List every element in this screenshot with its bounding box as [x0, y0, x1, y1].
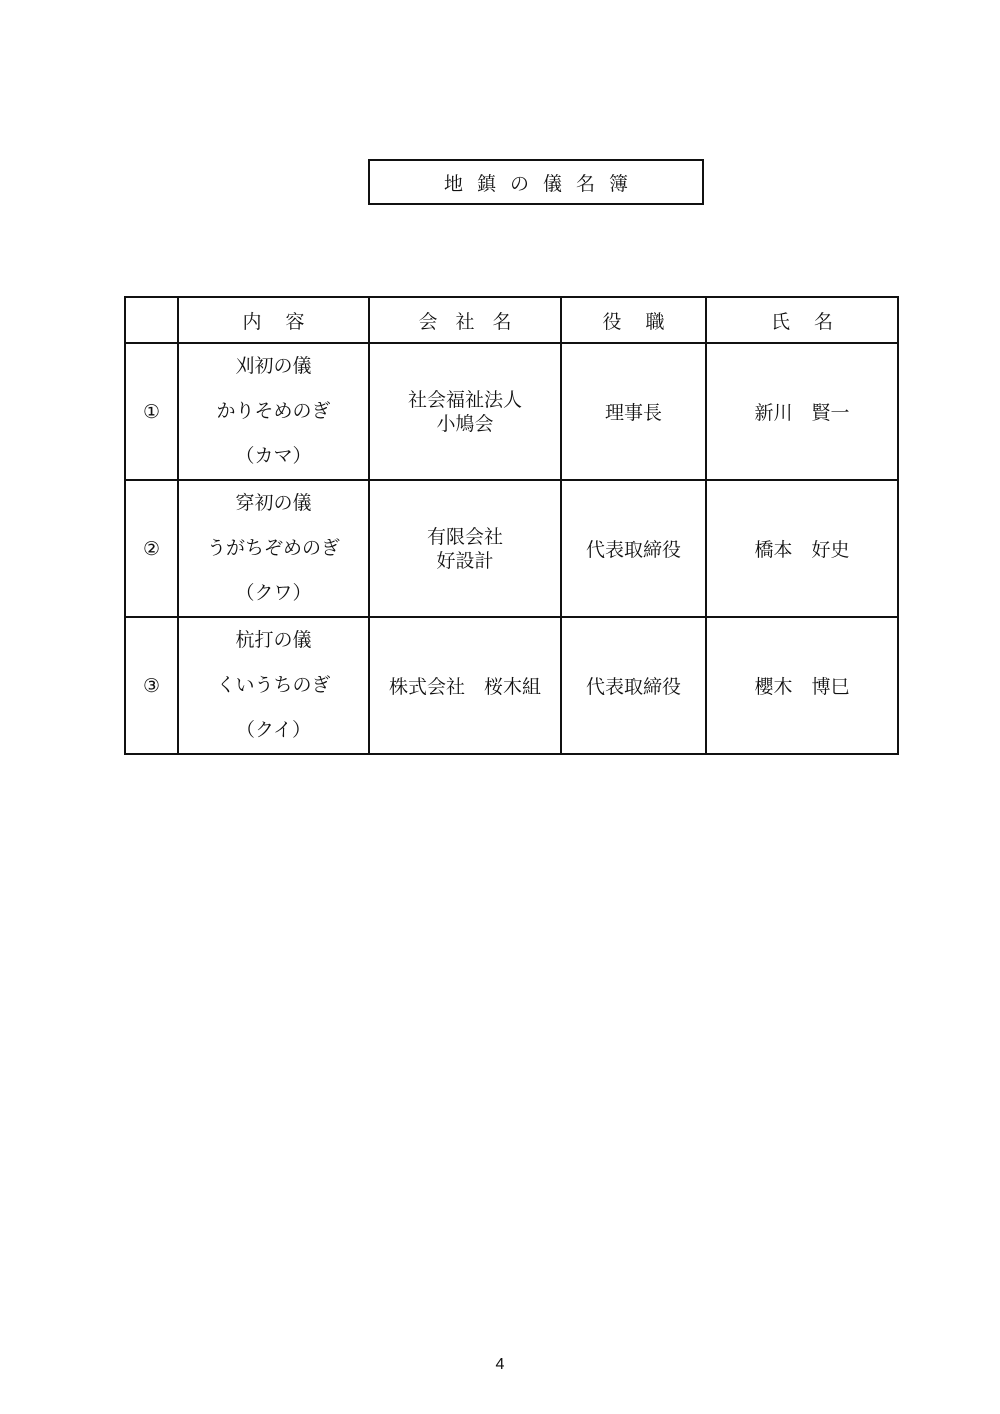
- document-title: 地鎮の儀名簿: [443, 172, 642, 195]
- row-number: ①: [125, 343, 178, 480]
- table-row: [125, 480, 898, 617]
- company-cell: 株式会社 桜木組: [369, 617, 561, 754]
- company-type: 社会福祉法人: [407, 388, 522, 411]
- page-number: 4: [495, 1356, 505, 1373]
- roster-table: [124, 296, 899, 755]
- company-name: 小鳩会: [436, 412, 494, 435]
- header-company: 会社名: [369, 297, 561, 343]
- row-number: ②: [125, 480, 178, 617]
- ceremony-reading: うがちぞめのぎ: [206, 537, 340, 559]
- header-position: 役職: [561, 297, 706, 343]
- ceremony-reading: かりそめのぎ: [216, 400, 331, 422]
- ceremony-content: [178, 617, 369, 754]
- ceremony-tool: （クワ）: [235, 582, 312, 604]
- ceremony-name: 杭打の儀: [235, 629, 312, 651]
- row-number: ③: [125, 617, 178, 754]
- ceremony-reading: くいうちのぎ: [216, 674, 331, 696]
- position-cell: 理事長: [561, 343, 706, 480]
- header-name: 氏名: [706, 297, 898, 343]
- header-content: 内容: [178, 297, 369, 343]
- ceremony-name: 刈初の儀: [235, 355, 312, 377]
- ceremony-content: [178, 480, 369, 617]
- ceremony-tool: （カマ）: [235, 445, 312, 467]
- table-row: [125, 343, 898, 480]
- ceremony-name: 穿初の儀: [235, 492, 312, 514]
- position-cell: 代表取締役: [561, 617, 706, 754]
- company-type: 有限会社: [426, 525, 503, 548]
- company-cell: [369, 343, 561, 480]
- company-cell: [369, 480, 561, 617]
- person-name-cell: 橋本 好史: [706, 480, 898, 617]
- ceremony-content: [178, 343, 369, 480]
- position-cell: 代表取締役: [561, 480, 706, 617]
- company-name: 好設計: [436, 549, 494, 572]
- person-name-cell: 櫻木 博巳: [706, 617, 898, 754]
- header-blank: [125, 297, 178, 343]
- table-row: [125, 617, 898, 754]
- ceremony-tool: （クイ）: [235, 719, 312, 741]
- person-name-cell: 新川 賢一: [706, 343, 898, 480]
- document-title-box: [368, 159, 704, 205]
- table-header-row: [125, 297, 898, 343]
